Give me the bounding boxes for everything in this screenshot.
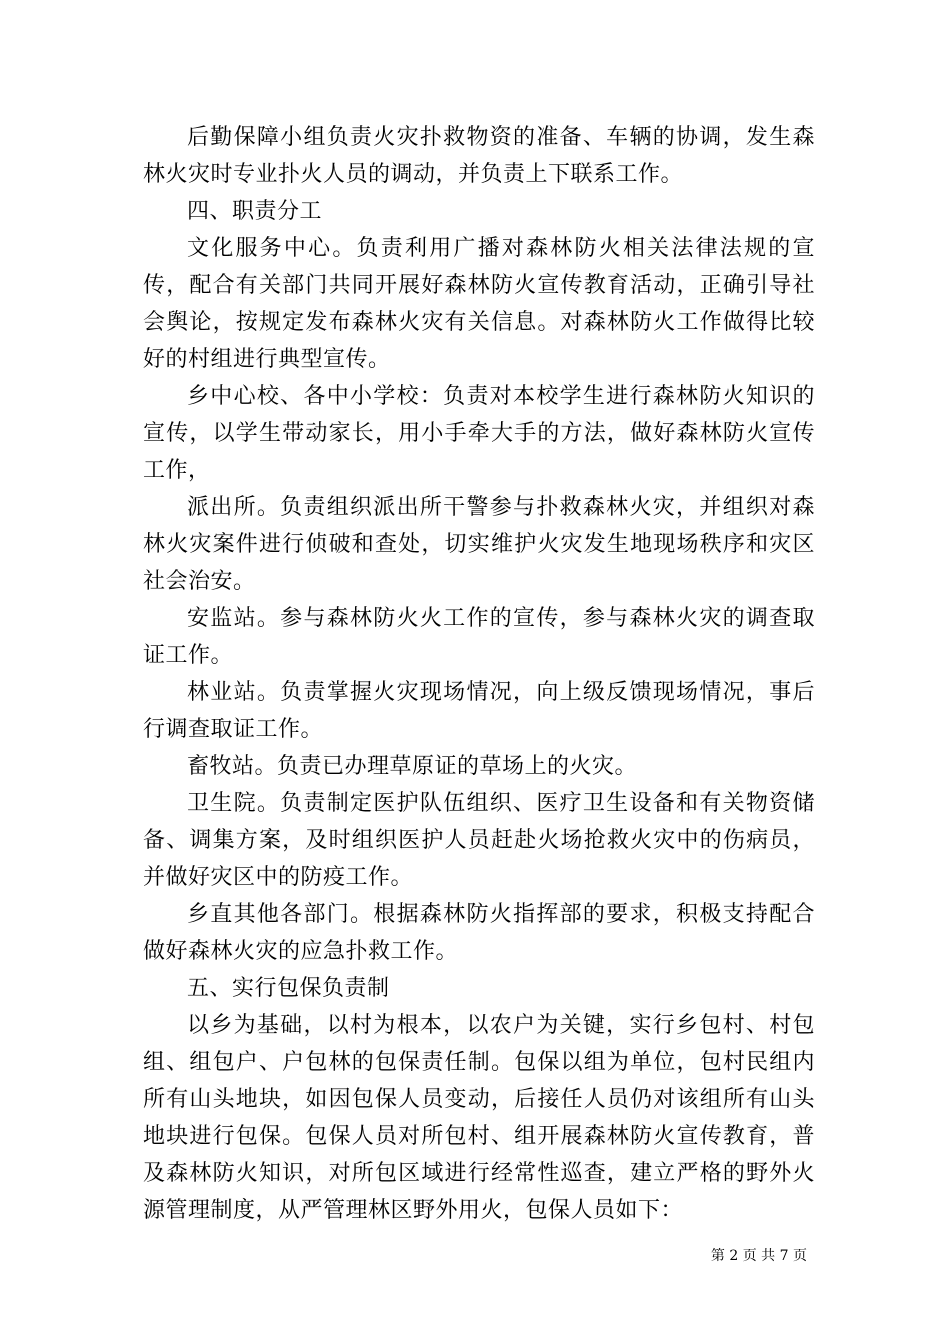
paragraph-police-station: 派出所。负责组织派出所干警参与扑救森林火灾，并组织对森林火灾案件进行侦破和查处，切实维护火灾发生地现场秩序和灾区社会治安。 <box>143 495 815 594</box>
paragraph-forestry-station: 林业站。负责掌握火灾现场情况，向上级反馈现场情况，事后行调查取证工作。 <box>143 680 815 742</box>
paragraph-health-center: 卫生院。负责制定医护队伍组织、医疗卫生设备和有关物资储备、调集方案，及时组织医护人员赶赴火场抢救火灾中的伤病员，并做好灾区中的防疫工作。 <box>143 791 815 890</box>
paragraph-schools: 乡中心校、各中小学校：负责对本校学生进行森林防火知识的宣传，以学生带动家长，用小手牵大手的方法，做好森林防火宣传工作， <box>143 384 815 483</box>
paragraph-safety-station: 安监站。参与森林防火火工作的宣传，参与森林火灾的调查取证工作。 <box>143 606 815 668</box>
paragraph-other-departments: 乡直其他各部门。根据森林防火指挥部的要求，积极支持配合做好森林火灾的应急扑救工作。 <box>143 902 815 964</box>
page-number: 第 2 页 共 7 页 <box>710 1248 807 1264</box>
paragraph-livestock-station: 畜牧站。负责已办理草原证的草场上的火灾。 <box>187 754 638 779</box>
heading-responsibility-system: 五、实行包保负责制 <box>187 976 390 1001</box>
paragraph-logistics-group: 后勤保障小组负责火灾扑救物资的准备、车辆的协调，发生森林火灾时专业扑火人员的调动，并负责上下联系工作。 <box>143 125 815 187</box>
paragraph-culture-center: 文化服务中心。负责利用广播对森林防火相关法律法规的宣传，配合有关部门共同开展好森林防火宣传教育活动，正确引导社会舆论，按规定发布森林火灾有关信息。对森林防火工作做得比较好的村组进行典型宣传。 <box>143 236 815 372</box>
paragraph-responsibility-details: 以乡为基础，以村为根本，以农户为关键，实行乡包村、村包组、组包户、户包林的包保责任制。包保以组为单位，包村民组内所有山头地块，如因包保人员变动，后接任人员仍对该组所有山头地块进行包保。包保人员对所包村、组开展森林防火宣传教育，普及森林防火知识，对所包区域进行经常性巡查，建立严格的野外火源管理制度，从严管理林区野外用火，包保人员如下： <box>143 1013 815 1223</box>
heading-duties-division: 四、职责分工 <box>187 199 323 224</box>
document-body <box>143 119 815 1229</box>
